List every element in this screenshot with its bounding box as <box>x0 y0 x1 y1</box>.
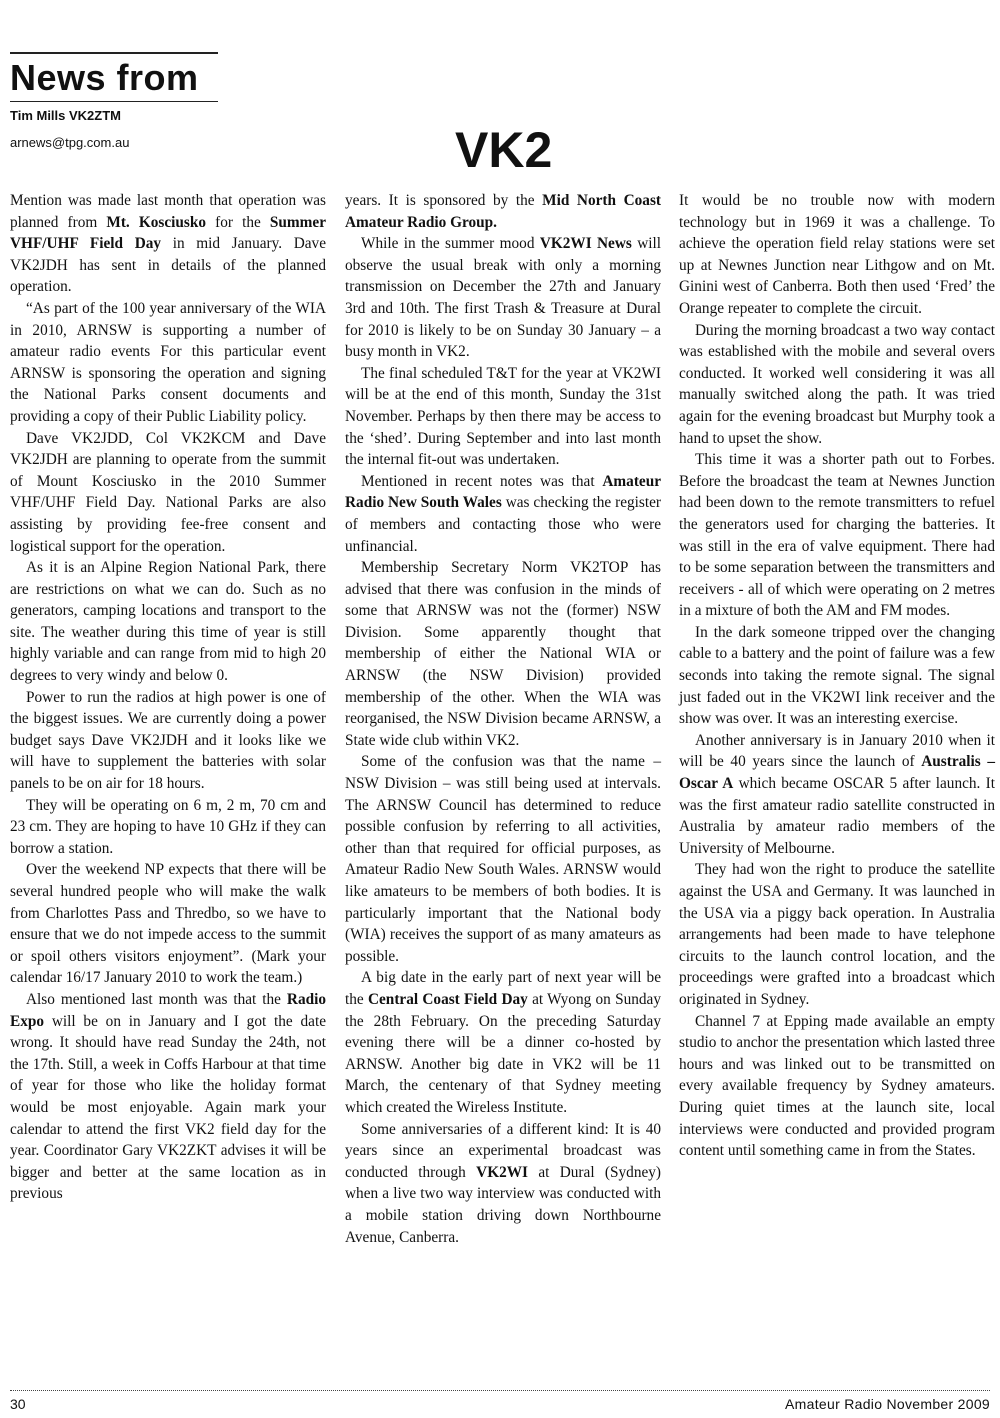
bold-phrase: Central Coast Field Day <box>367 990 528 1008</box>
text-run: “As part of the 100 year anniversary of the WIA in 2010, ARNSW is supporting a number of amateur radio events For this particular event ARNSW is sponsoring the operation and signing the National Parks consent documents and providing a copy of their Public Liability policy. <box>10 299 326 425</box>
bold-phrase: Summer VHF/UHF Field Day <box>10 213 326 253</box>
article-paragraph <box>679 1011 995 1162</box>
article-column-3 <box>679 190 995 1162</box>
article-paragraph <box>10 557 326 687</box>
bold-phrase: VK2WI News <box>539 235 632 253</box>
publication-footer: Amateur Radio November 2009 <box>785 1396 990 1412</box>
article-paragraph <box>345 363 661 471</box>
article-paragraph <box>345 751 661 967</box>
article-paragraph <box>345 190 661 233</box>
text-run: It would be no trouble now with modern technology but in 1969 it was a challenge. To achieve the operation field relay stations were set up at Newnes Junction near Lithgow and on Mt. Ginini west of Canberra. Both then used ‘Fred’ the Orange repeater to complete the circuit. <box>679 192 995 317</box>
text-run: A big date in the early part of next year will be the <box>345 969 661 1008</box>
header-rule-top <box>10 52 218 54</box>
text-run: In the dark someone tripped over the changing cable to a battery and the point of failure was a few seconds into taking the remote signal. The signal just faded out in the VK2WI link receiver and the show was over. It was an interesting exercise. <box>679 623 995 728</box>
bold-phrase: Amateur Radio New South Wales <box>345 472 661 512</box>
text-run: in mid January. Dave VK2JDH has sent in details of the planned operation. <box>10 235 326 296</box>
article-paragraph <box>345 471 661 557</box>
bold-phrase: Australis – Oscar A <box>679 753 995 793</box>
author-email: arnews@tpg.com.au <box>10 135 130 150</box>
text-run: Over the weekend NP expects that there will be several hundred people who will make the walk from Charlottes Pass and Thredbo, so we have to ensure that we do not impede access to the summit or spoil others visitors enjoyment”. (Mark your calendar 16/17 January 2010 to work the team.) <box>10 861 326 987</box>
text-run: was checking the register of members and contacting those who were unfinancial. <box>345 494 661 555</box>
text-run: The final scheduled T&T for the year at VK2WI will be at the end of this month, Sunday the 31st November. Perhaps by then there may be access to the ‘shed’. During September and into last month the internal fit-out was undertaken. <box>345 364 661 469</box>
article-paragraph <box>345 557 661 751</box>
article-paragraph <box>679 320 995 450</box>
text-run: will observe the usual break with only a morning transmission on December the 27th and January 3rd and 10th. The first Trash & Treasure at Dural for 2010 is likely to be on Sunday 30 January – a busy month in VK2. <box>345 235 661 361</box>
text-run: Also mentioned last month was that the <box>26 990 287 1008</box>
article-paragraph <box>10 298 326 428</box>
bold-phrase: Radio Expo <box>10 990 326 1030</box>
article-paragraph <box>10 859 326 989</box>
text-run: at Wyong on Sunday the 28th February. On the preceding Saturday evening there will be a dinner co-hosted by ARNSW. Another big date in VK2 will be 11 March, the centenary of that Sydney meeting which created the Wireless Institute. <box>345 990 661 1116</box>
article-column-2 <box>345 190 661 1248</box>
bold-phrase: Mt. Kosciusko <box>106 213 207 231</box>
text-run: Another anniversary is in January 2010 when it will be 40 years since the launch of <box>679 731 995 771</box>
author-name: Tim Mills VK2ZTM <box>10 108 121 123</box>
text-run: Mention was made last month that operation was planned from <box>10 192 326 231</box>
text-run: They had won the right to produce the satellite against the USA and Germany. It was launched in the USA via a piggy back operation. In Australia arrangements had been made to have telephone circuits to the launch control location, and the proceedings were grafted into a broadcast which originated in Sydney. <box>679 861 995 1008</box>
article-paragraph <box>679 622 995 730</box>
state-title: VK2 <box>455 122 553 178</box>
text-run: Dave VK2JDD, Col VK2KCM and Dave VK2JDH are planning to operate from the summit of Mount Kosciusko in the 2010 Summer VHF/UHF Field Day. National Parks are also assisting by providing fee-free consent and logistical support for the operation. <box>10 429 326 555</box>
bold-phrase: VK2WI <box>476 1163 528 1181</box>
text-run: Power to run the radios at high power is one of the biggest issues. We are currently doing a power budget says Dave VK2JDH and it looks like we will have to supplement the batteries with solar panels to be on air for 18 hours. <box>10 688 326 793</box>
text-run: Mentioned in recent notes was that <box>361 472 603 490</box>
article-paragraph <box>679 449 995 622</box>
text-run: will be on in January and I got the date wrong. It should have read Sunday the 24th, not the 17th. Still, a week in Coffs Harbour at that time of year for those who like the holiday format would be most enjoyable. Again mark your calendar to attend the first VK2 field day for the year. Coordinator Gary VK2ZKT advises it will be bigger and better at the same location as in previous <box>10 1012 326 1203</box>
article-paragraph <box>679 730 995 860</box>
text-run: for the <box>206 213 270 231</box>
section-title: News from <box>10 57 199 98</box>
article-paragraph <box>10 190 326 298</box>
article-paragraph <box>10 428 326 558</box>
text-run: Membership Secretary Norm VK2TOP has advised that there was confusion in the minds of some that ARNSW was not the (former) NSW Division. Some apparently thought that membership of either the National WIA or ARNSW (the NSW Division) provided membership of the other. When the WIA was reorganised, the NSW Division became ARNSW, a State wide club within VK2. <box>345 559 661 749</box>
bold-phrase: Mid North Coast Amateur Radio Group. <box>345 192 661 231</box>
article-paragraph <box>10 795 326 860</box>
article-paragraph <box>345 1119 661 1249</box>
text-run: which became OSCAR 5 after launch. It was the first amateur radio satellite constructed in Australia by amateur radio members of the University of Melbourne. <box>679 775 995 857</box>
text-run: As it is an Alpine Region National Park, there are restrictions on what we can do. Such as no generators, camping locations and transport to the site. The weather during this time of year is still highly variable and can range from mid to high 20 degrees to very windy and below 0. <box>10 559 326 685</box>
article-paragraph <box>345 967 661 1118</box>
header-rule-bottom <box>10 101 218 102</box>
footer-rule <box>10 1390 990 1391</box>
article-paragraph <box>10 989 326 1205</box>
article-paragraph <box>10 687 326 795</box>
text-run: at Dural (Sydney) when a live two way interview was conducted with a mobile station driving down Northbourne Avenue, Canberra. <box>345 1163 661 1246</box>
article-column-1 <box>10 190 326 1205</box>
text-run: years. It is sponsored by the <box>345 192 543 209</box>
article-paragraph <box>345 233 661 363</box>
text-run: Some of the confusion was that the name – NSW Division – was still being used at intervals. The ARNSW Council has determined to reduce possible confusion by referring to all activities, other than that required for official purposes, as Amateur Radio New South Wales. ARNSW would like amateurs to be members of both bodies. It is particularly important that the National body (WIA) receives the support of as many amateurs as possible. <box>345 753 661 965</box>
text-run: This time it was a shorter path out to Forbes. Before the broadcast the team at Newnes Junction had been down to the remote transmitters to refuel the generators used for charging the batteries. It was still in the era of valve equipment. There had to be some separation between the transmitters and receivers - all of which were operating on 2 metres in a mixture of both the AM and FM modes. <box>679 451 995 620</box>
article-paragraph <box>679 859 995 1010</box>
article-paragraph <box>679 190 995 320</box>
text-run: During the morning broadcast a two way contact was established with the mobile and several overs conducted. It worked well considering it was all manually switched along the path. It was tried again for the evening broadcast but Murphy took a hand to upset the show. <box>679 321 995 447</box>
text-run: Channel 7 at Epping made available an empty studio to anchor the presentation which lasted three hours and was linked out to be transmitted on every available frequency by Sydney amateurs. During quiet times at the launch site, local interviews were conducted and provided program content until something came in from the States. <box>679 1012 995 1160</box>
text-run: Some anniversaries of a different kind: It is 40 years since an experimental broadcast was conducted through <box>345 1120 661 1181</box>
text-run: While in the summer mood <box>361 235 540 253</box>
text-run: They will be operating on 6 m, 2 m, 70 cm and 23 cm. They are hoping to have 10 GHz if they can borrow a station. <box>10 796 326 857</box>
page-number: 30 <box>10 1396 26 1412</box>
